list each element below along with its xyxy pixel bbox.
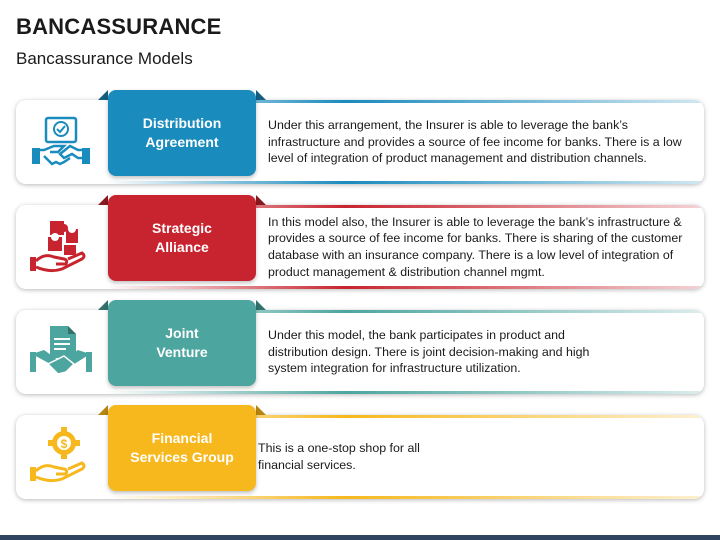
model-description: Under this arrangement, the Insurer is able to leverage the bank’s infrastructure and provides a source of fee income for banks. There is a low level of integration of product management and distribution channels. [268, 118, 682, 166]
tab-fold-right [256, 90, 266, 100]
model-label-tab [108, 90, 256, 176]
svg-text:$: $ [60, 437, 68, 451]
handshake-contract-icon [30, 112, 92, 172]
puzzle-hand-icon [30, 217, 92, 277]
tab-fold-left [98, 195, 108, 205]
model-label: Financial Services Group [130, 430, 234, 465]
model-row-distribution-agreement [16, 100, 704, 184]
tab-fold-left [98, 405, 108, 415]
tab-fold-right [256, 405, 266, 415]
model-label: Strategic Alliance [152, 220, 212, 255]
page-subtitle: Bancassurance Models [16, 49, 193, 68]
tab-fold-right [256, 300, 266, 310]
hand-dollar-gear-icon [30, 427, 92, 487]
tab-fold-left [98, 90, 108, 100]
model-label: Distribution Agreement [142, 115, 222, 150]
model-description: Under this model, the bank participates in product and distribution design. There is joint decision-making and high system integration for infrastructure utilization. [268, 328, 590, 376]
model-label: Joint Venture [156, 325, 208, 360]
model-description: This is a one-stop shop for all financial services. [258, 441, 420, 472]
tab-fold-right [256, 195, 266, 205]
handshake-document-icon [30, 322, 92, 382]
page-title: BANCASSURANCE [16, 14, 222, 39]
model-row-financial-services-group [16, 415, 704, 499]
model-row-joint-venture [16, 310, 704, 394]
model-label-tab [108, 405, 256, 491]
model-label-tab [108, 195, 256, 281]
tab-fold-left [98, 300, 108, 310]
model-row-strategic-alliance [16, 205, 704, 289]
model-description: In this model also, the Insurer is able to leverage the bank’s infrastructure & provides a source of fee income for banks. There is sharing of the customer database with an insurance company. There is a low level of integration of product management & distribution channel mgmt. [268, 214, 683, 279]
model-label-tab [108, 300, 256, 386]
footer-bar [0, 535, 720, 540]
